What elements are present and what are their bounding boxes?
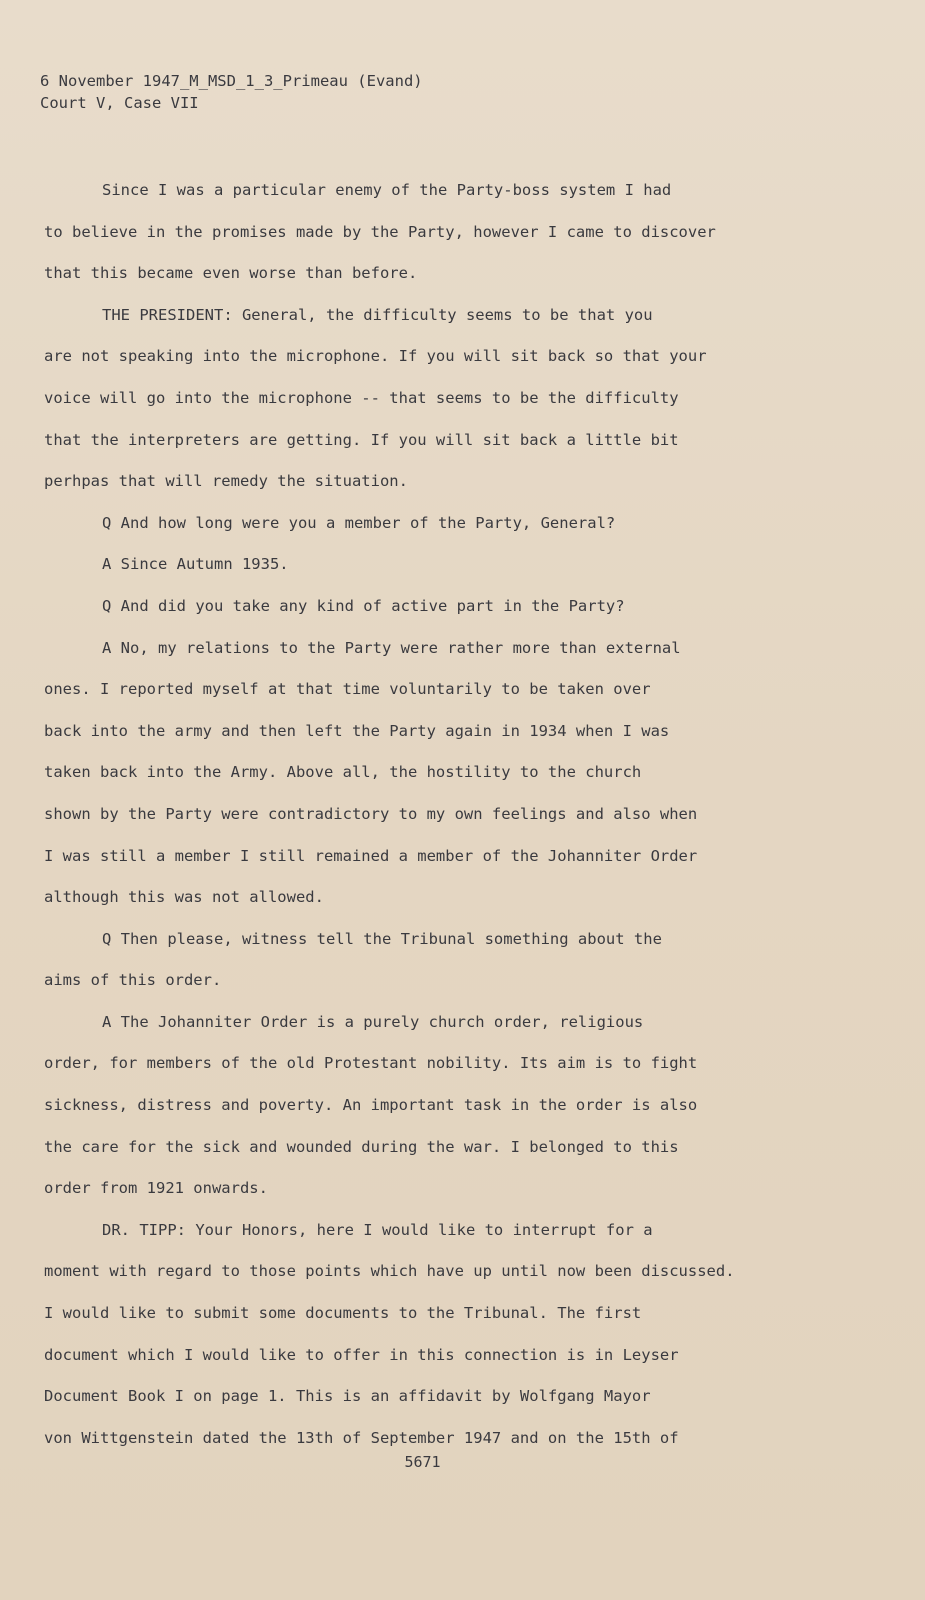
document-header (40, 70, 423, 114)
transcript-line: A Since Autumn 1935. (102, 555, 289, 574)
transcript-line: aims of this order. (44, 971, 222, 990)
transcript-body (44, 170, 894, 1459)
transcript-line: DR. TIPP: Your Honors, here I would like to interrupt for a (102, 1220, 653, 1239)
transcript-line: to believe in the promises made by the Party, however I came to discover (44, 222, 716, 241)
transcript-line: THE PRESIDENT: General, the difficulty seems to be that you (102, 305, 653, 324)
transcript-line: I was still a member I still remained a member of the Johanniter Order (44, 846, 698, 865)
transcript-line: the care for the sick and wounded during the war. I belonged to this (44, 1137, 679, 1156)
transcript-line: that this became even worse than before. (44, 264, 418, 283)
transcript-line: sickness, distress and poverty. An important task in the order is also (44, 1096, 698, 1115)
transcript-line: taken back into the Army. Above all, the hostility to the church (44, 763, 642, 782)
transcript-line: that the interpreters are getting. If you will sit back a little bit (44, 430, 679, 449)
transcript-line: ones. I reported myself at that time voluntarily to be taken over (44, 680, 651, 699)
page-number: 5671 (404, 1453, 441, 1471)
transcript-line: although this was not allowed. (44, 888, 324, 907)
header-court-line: Court V, Case VII (40, 94, 199, 112)
transcript-line: Since I was a particular enemy of the Party-boss system I had (102, 181, 672, 199)
transcript-line: document which I would like to offer in this connection is in Leyser (44, 1345, 679, 1364)
transcript-line: Q Then please, witness tell the Tribunal something about the (102, 929, 662, 948)
transcript-line: are not speaking into the microphone. If you will sit back so that your (44, 347, 707, 366)
transcript-line: shown by the Party were contradictory to my own feelings and also when (44, 804, 698, 823)
transcript-line: voice will go into the microphone -- that seems to be the difficulty (44, 388, 679, 407)
header-date-line: 6 November 1947_M_MSD_1_3_Primeau (Evand) (40, 72, 423, 90)
transcript-line: von Wittgenstein dated the 13th of September 1947 and on the 15th of (44, 1428, 679, 1447)
transcript-line: moment with regard to those points which have up until now been discussed. (44, 1262, 735, 1281)
transcript-line: order from 1921 onwards. (44, 1179, 268, 1198)
transcript-line: Document Book I on page 1. This is an affidavit by Wolfgang Mayor (44, 1387, 651, 1406)
transcript-line: order, for members of the old Protestant nobility. Its aim is to fight (44, 1054, 698, 1073)
transcript-line: perhpas that will remedy the situation. (44, 472, 408, 491)
transcript-line: I would like to submit some documents to the Tribunal. The first (44, 1304, 642, 1323)
transcript-line: Q And did you take any kind of active part in the Party? (102, 596, 625, 615)
transcript-line: back into the army and then left the Party again in 1934 when I was (44, 721, 670, 740)
transcript-line: Q And how long were you a member of the Party, General? (102, 513, 616, 532)
transcript-line: A The Johanniter Order is a purely church order, religious (102, 1012, 644, 1031)
transcript-line: A No, my relations to the Party were rather more than external (102, 638, 681, 657)
